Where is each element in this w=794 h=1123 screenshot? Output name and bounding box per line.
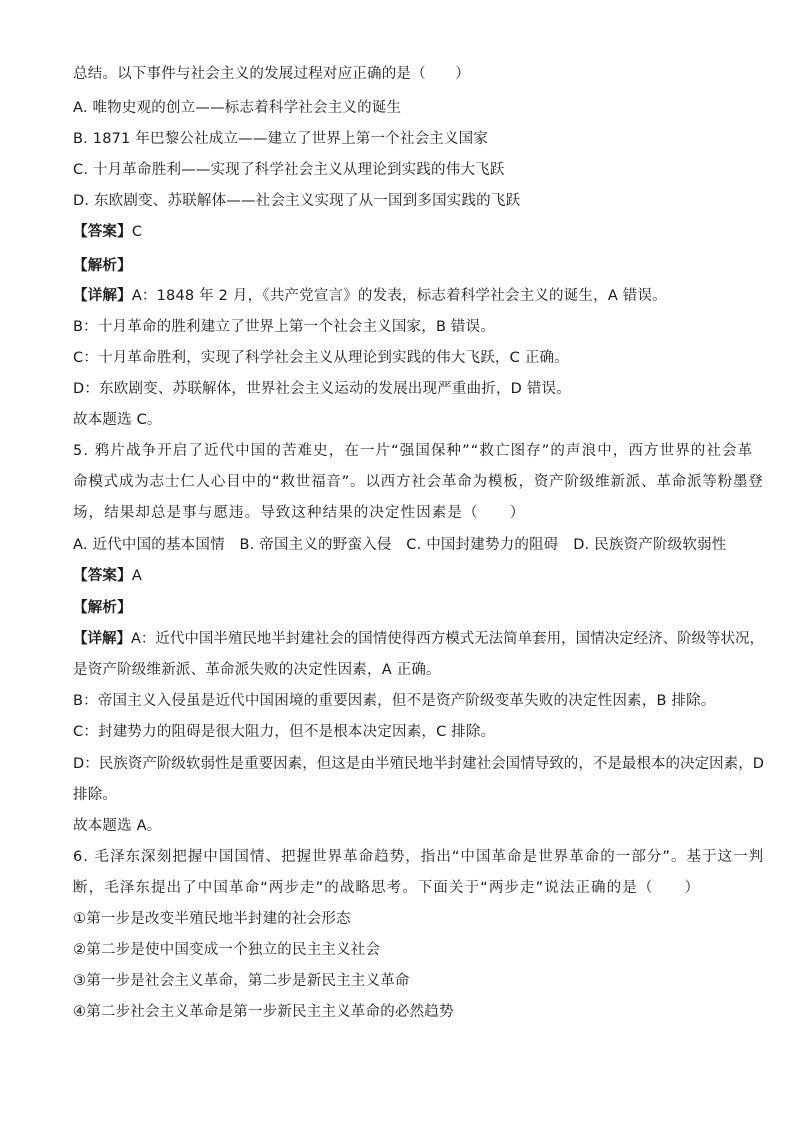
q5-stem-line-3: 场，结果却总是事与愿违。导致这种结果的决定性因素是（ ） [73, 505, 526, 521]
detail-text: A：1848 年 2 月，《共产党宣言》的发表，标志着科学社会主义的诞生，A 错误。 [131, 288, 667, 304]
q4-option-d: D. 东欧剧变、苏联解体——社会主义实现了从一国到多国实践的飞跃 [73, 193, 521, 209]
answer-tag: 【答案】 [73, 568, 132, 584]
answer-value: A [131, 568, 142, 584]
q6-stem-line-1: 6. 毛泽东深刻把握中国国情、把握世界革命趋势，指出“中国革命是世界革命的一部分”。基于这一判 [73, 849, 765, 865]
q4-detail-c: C：十月革命胜利，实现了科学社会主义从理论到实践的伟大飞跃，C 正确。 [73, 350, 569, 366]
q5-stem-line-1: 5. 鸦片战争开启了近代中国的苦难史，在一片“强国保种”“救亡图存”的声浪中，西方世界的社会革 [73, 443, 754, 459]
q5-detail-a-line-1 [73, 629, 764, 649]
q5-detail-c: C：封建势力的阻碍是很大阻力，但不是根本决定因素，C 排除。 [73, 724, 496, 740]
detail-text: A：近代中国半殖民地半封建社会的国情使得西方模式无法简单套用，国情决定经济、阶级等状况， [130, 631, 765, 647]
detail-tag: 【详解】 [73, 288, 132, 304]
answer-tag: 【答案】 [73, 224, 132, 240]
detail-tag: 【详解】 [73, 631, 131, 647]
q4-detail-b: B：十月革命的胜利建立了世界上第一个社会主义国家，B 错误。 [73, 319, 496, 335]
q4-stem: 总结。以下事件与社会主义的发展过程对应正确的是（ ） [73, 66, 470, 82]
q6-statement-4: ④第二步社会主义革命是第一步新民主主义革命的必然趋势 [73, 1004, 454, 1020]
q5-detail-a-line-2: 是资产阶级维新派、革命派失败的决定性因素，A 正确。 [73, 662, 441, 678]
q5-detail-d-line-2: 排除。 [73, 787, 118, 803]
q6-stem-line-2: 断，毛泽东提出了中国革命“两步走”的战略思考。下面关于“两步走”说法正确的是（ ） [73, 880, 701, 896]
q5-analysis-tag: 【解析】 [73, 600, 132, 616]
q4-answer [73, 222, 142, 242]
answer-value: C [131, 224, 143, 240]
q4-option-b: B. 1871 年巴黎公社成立——建立了世界上第一个社会主义国家 [73, 131, 489, 147]
q6-statement-1: ①第一步是改变半殖民地半封建的社会形态 [73, 911, 351, 927]
q4-option-a: A. 唯物史观的创立——标志着科学社会主义的诞生 [73, 100, 402, 116]
q5-detail-b: B：帝国主义入侵虽是近代中国困境的重要因素，但不是资产阶级变革失败的决定性因素，B 排除。 [73, 693, 716, 709]
q4-option-c: C. 十月革命胜利——实现了科学社会主义从理论到实践的伟大飞跃 [73, 162, 505, 178]
q5-options: A. 近代中国的基本国情 B. 帝国主义的野蛮入侵 C. 中国封建势力的阻碍 D. 民族资产阶级软弱性 [73, 537, 727, 553]
q6-statement-2: ②第二步是使中国变成一个独立的民主主义社会 [73, 942, 381, 958]
q4-conclusion: 故本题选 C。 [73, 412, 162, 428]
q5-answer [73, 566, 142, 586]
q4-analysis-tag: 【解析】 [73, 258, 132, 274]
q4-detail-a [73, 286, 667, 306]
q6-statement-3: ③第一步是社会主义革命，第二步是新民主主义革命 [73, 973, 410, 989]
q5-conclusion: 故本题选 A。 [73, 818, 162, 834]
q4-detail-d: D：东欧剧变、苏联解体，世界社会主义运动的发展出现严重曲折，D 错误。 [73, 381, 571, 397]
q5-detail-d-line-1: D：民族资产阶级软弱性是重要因素，但这是由半殖民地半封建社会国情导致的，不是最根本的决定因素，D [73, 756, 764, 772]
q5-stem-line-2: 命模式成为志士仁人心目中的“救世福音”。以西方社会革命为模板，资产阶级维新派、革命派等粉墨登 [73, 474, 764, 490]
